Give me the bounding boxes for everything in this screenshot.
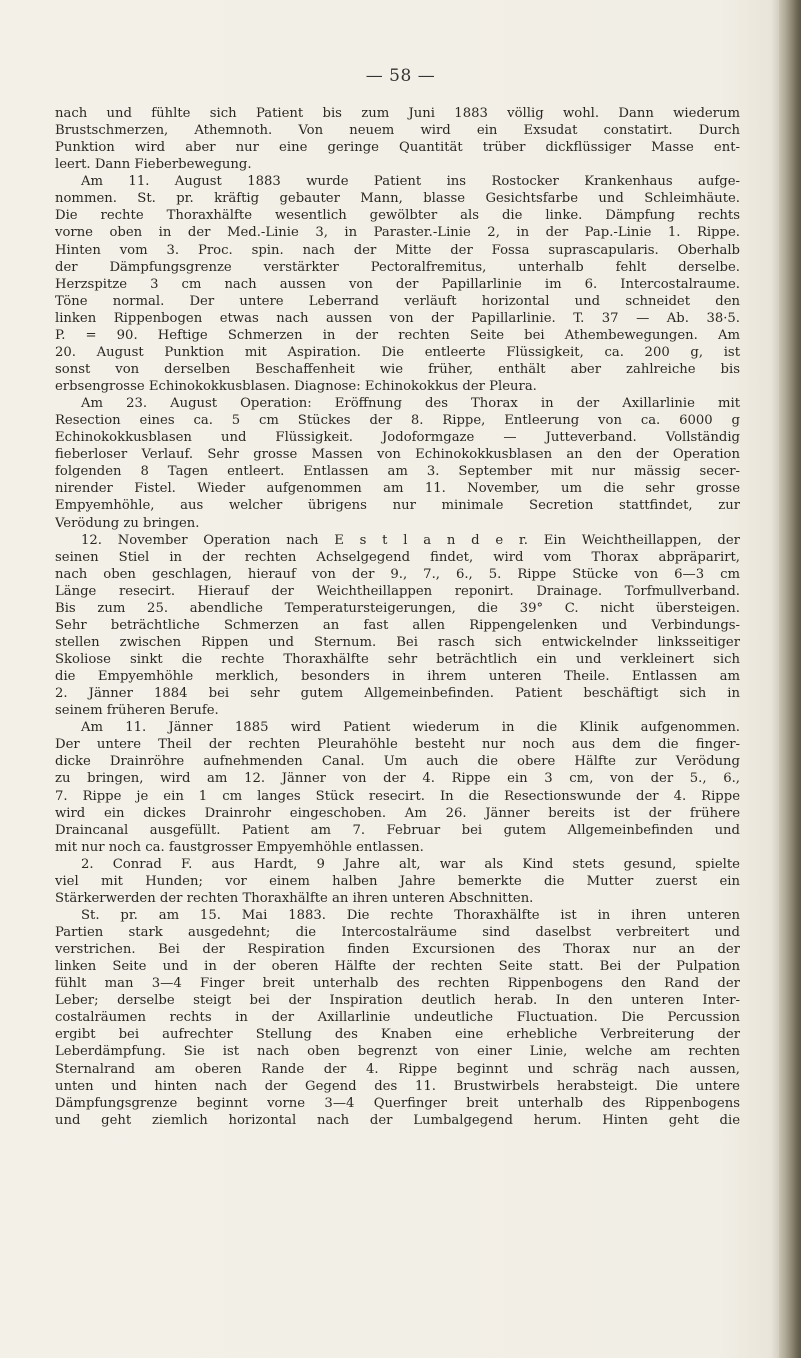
text-line: ergibt bei aufrechter Stellung des Knaben eine erhebliche Verbreiterung der (55, 1027, 740, 1043)
text-line: Brustschmerzen, Athemnoth. Von neuem wird ein Exsudat constatirt. Durch (55, 123, 740, 139)
text-line: vorne oben in der Med.-Linie 3, in Paraster.-Linie 2, in der Pap.-Linie 1. Rippe. (55, 225, 740, 241)
text-line: St. pr. am 15. Mai 1883. Die rechte Thoraxhälfte ist in ihren unteren (81, 907, 740, 923)
text-line: Der untere Theil der rechten Pleurahöhle besteht nur noch aus dem die finger- (55, 737, 740, 753)
body-text (55, 105, 740, 1129)
text-line: Resection eines ca. 5 cm Stückes der 8. Rippe, Entleerung von ca. 6000 g (55, 413, 740, 429)
text-line: Bis zum 25. abendliche Temperatursteigerungen, die 39° C. nicht übersteigen. (55, 600, 740, 616)
text-line: erbsengrosse Echinokokkusblasen. Diagnose: Echinokokkus der Pleura. (55, 379, 537, 394)
text-line: seinem früheren Berufe. (55, 703, 219, 719)
text-line: Empyemhöhle, aus welcher übrigens nur minimale Secretion stattfindet, zur (55, 498, 740, 514)
text-line: Am 11. Jänner 1885 wird Patient wiederum in die Klinik aufgenommen. (81, 720, 740, 736)
text-line: nach und fühlte sich Patient bis zum Juni 1883 völlig wohl. Dann wiederum (55, 106, 740, 121)
text-line: Länge resecirt. Hierauf der Weichtheillappen reponirt. Drainage. Torfmullverband. (55, 583, 740, 599)
text-line: folgenden 8 Tagen entleert. Entlassen am 3. September mit nur mässig secer- (55, 464, 740, 480)
text-line: mit nur noch ca. faustgrosser Empyemhöhle entlassen. (55, 839, 424, 855)
text-line: wird ein dickes Drainrohr eingeschoben. Am 26. Jänner bereits ist der frühere (55, 805, 740, 821)
text-line: linken Seite und in der oberen Hälfte der rechten Seite statt. Bei der Pulpation (55, 959, 740, 975)
text-line: leert. Dann Fieberbewegung. (55, 157, 252, 173)
text-line: Hinten vom 3. Proc. spin. nach der Mitte der Fossa suprascapularis. Oberhalb (55, 242, 740, 258)
text-line: Skoliose sinkt die rechte Thoraxhälfte sehr beträchtlich ein und verkleinert sich (55, 652, 740, 667)
text-line: 12. November Operation nach E s t l a n d e r. Ein Weichtheillappen, der (81, 532, 740, 548)
book-binding-edge (779, 0, 801, 1358)
text-line: Leber; derselbe steigt bei der Inspiration deutlich herab. In den unteren Inter- (55, 993, 740, 1009)
text-line: Echinokokkusblasen und Flüssigkeit. Jodoformgaze — Jutteverband. Vollständig (55, 430, 740, 446)
text-line: Partien stark ausgedehnt; die Intercostalräume sind daselbst verbreitert und (55, 925, 740, 940)
text-line: zu bringen, wird am 12. Jänner von der 4. Rippe ein 3 cm, von der 5., 6., (55, 771, 740, 787)
page-number: — 58 — (365, 66, 436, 86)
page-gutter-shadow (771, 0, 779, 1358)
text-line: Verödung zu bringen. (55, 515, 200, 531)
text-line: 2. Jänner 1884 bei sehr gutem Allgemeinbefinden. Patient beschäftigt sich in (55, 686, 740, 702)
text-line: Stärkerwerden der rechten Thoraxhälfte an ihren unteren Abschnitten. (55, 890, 534, 906)
text-line: Punktion wird aber nur eine geringe Quantität trüber dickflüssiger Masse ent- (55, 140, 740, 156)
text-line: 7. Rippe je ein 1 cm langes Stück resecirt. In die Resectionswunde der 4. Rippe (55, 788, 740, 804)
text-line: Leberdämpfung. Sie ist nach oben begrenzt von einer Linie, welche am rechten (55, 1044, 740, 1060)
text-line: P. = 90. Heftige Schmerzen in der rechten Seite bei Athembewegungen. Am (55, 327, 740, 343)
text-line: die Empyemhöhle merklich, besonders in ihrem unteren Theile. Entlassen am (55, 669, 740, 685)
text-line: nirender Fistel. Wieder aufgenommen am 11. November, um die sehr grosse (55, 481, 740, 497)
text-line: dicke Drainröhre aufnehmenden Canal. Um auch die obere Hälfte zur Verödung (55, 754, 740, 770)
text-line: Draincanal ausgefüllt. Patient am 7. Februar bei gutem Allgemeinbefinden und (55, 822, 740, 838)
text-line: 2. Conrad F. aus Hardt, 9 Jahre alt, war als Kind stets gesund, spielte (81, 856, 740, 872)
text-line: fieberloser Verlauf. Sehr grosse Massen von Echinokokkusblasen an den der Operation (55, 447, 740, 463)
text-line: und geht ziemlich horizontal nach der Lumbalgegend herum. Hinten geht die (55, 1112, 740, 1128)
text-line: viel mit Hunden; vor einem halben Jahre bemerkte die Mutter zuerst ein (55, 873, 740, 889)
text-line: Töne normal. Der untere Leberrand verläuft horizontal und schneidet den (55, 293, 740, 309)
text-line: nommen. St. pr. kräftig gebauter Mann, blasse Gesichtsfarbe und Schleimhäute. (55, 191, 740, 207)
text-line: verstrichen. Bei der Respiration finden Excursionen des Thorax nur an der (55, 942, 740, 958)
text-line: Sternalrand am oberen Rande der 4. Rippe beginnt und schräg nach aussen, (55, 1061, 740, 1077)
text-line: Dämpfungsgrenze beginnt vorne 3—4 Querfinger breit unterhalb des Rippenbogens (55, 1095, 740, 1111)
text-line: sonst von derselben Beschaffenheit wie früher, enthält aber zahlreiche bis (55, 361, 740, 377)
text-line: nach oben geschlagen, hierauf von der 9., 7., 6., 5. Rippe Stücke von 6—3 cm (55, 566, 740, 582)
text-line: unten und hinten nach der Gegend des 11. Brustwirbels herabsteigt. Die untere (55, 1078, 740, 1094)
text-line: seinen Stiel in der rechten Achselgegend findet, wird vom Thorax abpräparirt, (55, 549, 740, 565)
text-line: costalräumen rechts in der Axillarlinie undeutliche Fluctuation. Die Percussion (55, 1010, 740, 1026)
text-line: 20. August Punktion mit Aspiration. Die entleerte Flüssigkeit, ca. 200 g, ist (55, 344, 740, 360)
text-line: der Dämpfungsgrenze verstärkter Pectoralfremitus, unterhalb fehlt derselbe. (55, 259, 740, 275)
text-line: Am 11. August 1883 wurde Patient ins Rostocker Krankenhaus aufge- (81, 174, 740, 190)
text-line: stellen zwischen Rippen und Sternum. Bei rasch sich entwickelnder linksseitiger (55, 634, 740, 650)
text-line: linken Rippenbogen etwas nach aussen von der Papillarlinie. T. 37 — Ab. 38·5. (55, 310, 740, 326)
text-line: Herzspitze 3 cm nach aussen von der Papillarlinie im 6. Intercostalraume. (55, 276, 740, 292)
text-line: Sehr beträchtliche Schmerzen an fast allen Rippengelenken und Verbindungs- (55, 617, 740, 633)
text-line: fühlt man 3—4 Finger breit unterhalb des rechten Rippenbogens den Rand der (55, 976, 740, 992)
text-line: Am 23. August Operation: Eröffnung des Thorax in der Axillarlinie mit (81, 396, 740, 412)
text-line: Die rechte Thoraxhälfte wesentlich gewölbter als die linke. Dämpfung rechts (55, 208, 740, 224)
